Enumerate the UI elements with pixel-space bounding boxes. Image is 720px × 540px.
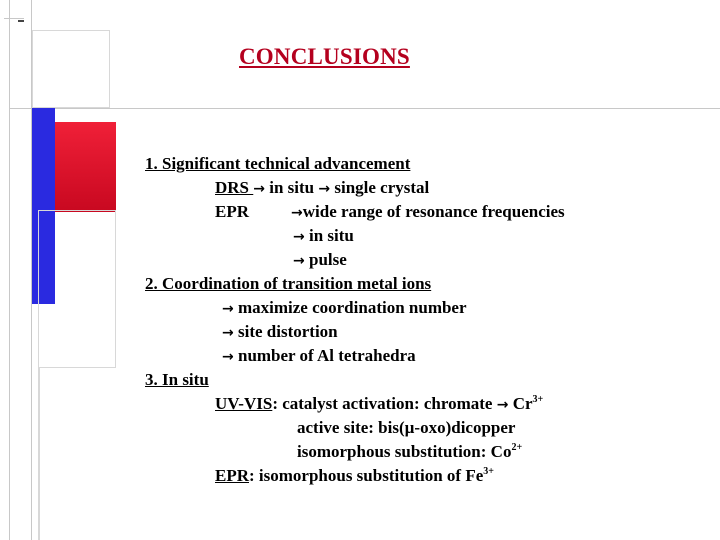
epr-pulse: pulse: [304, 250, 347, 269]
drs-in-situ: in situ: [265, 178, 319, 197]
frame-horizontal-rule: [10, 108, 720, 109]
coordination-line-3: [222, 346, 416, 367]
section-2-heading: [145, 274, 431, 294]
epr-pulse-line: [293, 250, 347, 271]
drs-label: DRS: [215, 178, 254, 197]
coordination-item-2: site distortion: [233, 322, 338, 341]
epr-in-situ: in situ: [304, 226, 354, 245]
frame-top-tick: [4, 18, 24, 19]
drs-line: [215, 178, 429, 199]
isomorphous-co-text: isomorphous substitution: Co: [297, 442, 512, 461]
co-charge: 2+: [511, 442, 523, 453]
epr-in-situ-line: [293, 226, 354, 247]
arrow-right-icon: →: [222, 301, 234, 317]
gray-panel-bottom: [38, 368, 40, 540]
section-2-heading-text: 2. Coordination of transition metal ions: [145, 274, 432, 293]
drs-single-crystal: single crystal: [330, 178, 430, 197]
coordination-item-3: number of Al tetrahedra: [233, 346, 416, 365]
epr-label: EPR: [215, 202, 249, 221]
coordination-line-1: [222, 298, 467, 319]
epr-frequencies: wide range of resonance frequencies: [302, 202, 565, 221]
gray-panel-top: [32, 30, 110, 108]
arrow-right-icon: →: [222, 349, 234, 365]
epr-fe-line: [215, 466, 494, 486]
epr-line: [215, 202, 249, 222]
epr-fe-label: EPR: [215, 466, 249, 485]
arrow-right-icon: →: [291, 205, 303, 221]
section-1-heading: [145, 154, 410, 174]
arrow-right-icon: →: [293, 253, 305, 269]
coordination-line-2: [222, 322, 338, 343]
active-site-line: [297, 418, 515, 438]
arrow-right-icon: →: [293, 229, 305, 245]
epr-fe-text: : isomorphous substitution of Fe: [249, 466, 484, 485]
gray-panel-mid: [38, 210, 116, 368]
uv-vis-cr: Cr: [508, 394, 533, 413]
active-site-text: active site: bis(µ-oxo)dicopper: [297, 418, 516, 437]
coordination-item-1: maximize coordination number: [233, 298, 467, 317]
frame-top-tick-dark: [18, 20, 24, 22]
red-accent-bar: [55, 122, 116, 212]
section-1-heading-text: 1. Significant technical advancement: [145, 154, 411, 173]
section-3-heading: [145, 370, 209, 390]
uv-vis-label: UV-VIS: [215, 394, 273, 413]
arrow-right-icon: →: [222, 325, 234, 341]
section-3-heading-text: 3. In situ: [145, 370, 209, 389]
uv-vis-text: : catalyst activation: chromate: [272, 394, 497, 413]
isomorphous-co-line: [297, 442, 522, 462]
uv-vis-line: [215, 394, 543, 415]
fe-charge: 3+: [483, 466, 494, 477]
uv-vis-cr-charge: 3+: [532, 394, 544, 405]
arrow-right-icon: →: [253, 181, 265, 197]
frame-vertical-line-left: [9, 0, 10, 540]
arrow-right-icon: →: [318, 181, 331, 197]
slide-title: CONCLUSIONS: [239, 44, 410, 69]
epr-frequencies-line: [291, 202, 565, 223]
arrow-right-icon: →: [496, 397, 509, 413]
